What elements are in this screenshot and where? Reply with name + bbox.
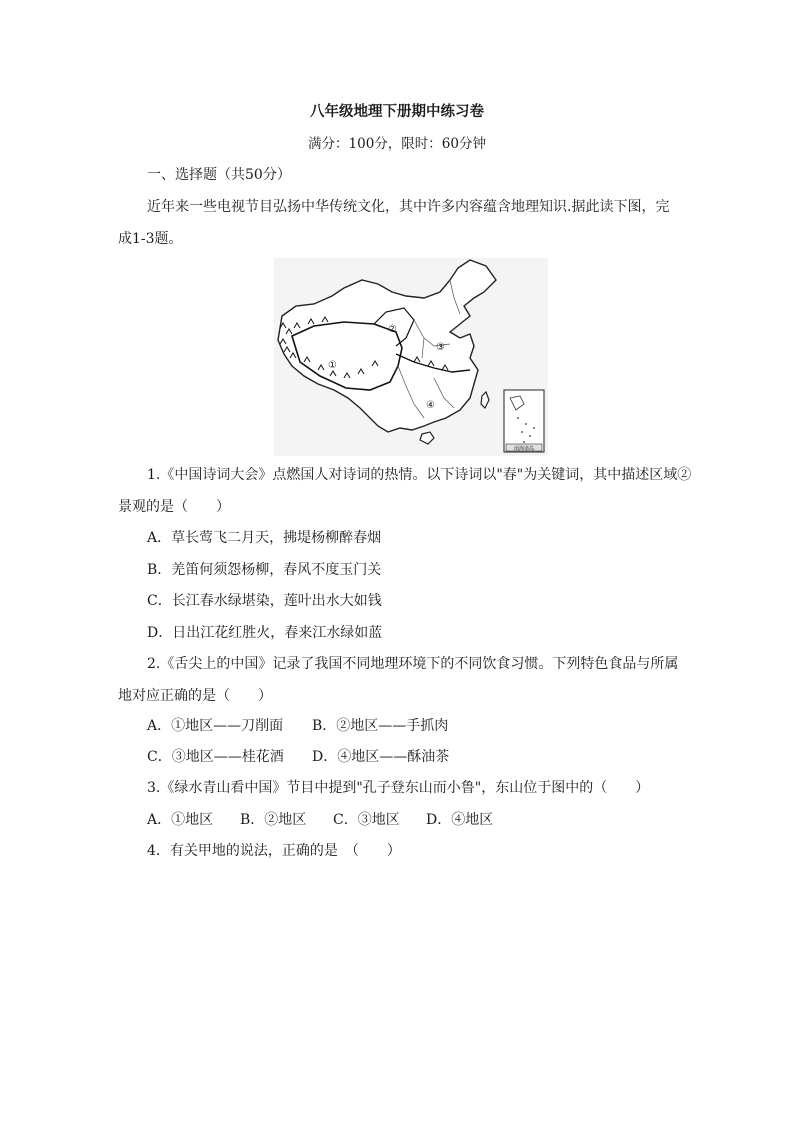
region-label-4: ④ (426, 400, 435, 411)
exam-title: 八年级地理下册期中练习卷 (310, 103, 484, 120)
intro-text-line1: 近年来一些电视节目弘扬中华传统文化，其中许多内容蕴含地理知识.据此读下图，完 (147, 199, 670, 215)
china-map-figure (274, 258, 548, 456)
inset-caption: 南海诸岛 (513, 446, 535, 452)
q3-options-row (147, 810, 493, 830)
q3-option-d: D．④地区 (426, 812, 494, 828)
q1-stem-line2: 景观的是（ ） (118, 499, 230, 515)
region-label-1: ① (328, 360, 337, 371)
q1-option-c: C．长江春水绿堪染，莲叶出水大如钱 (147, 593, 382, 609)
region-label-3: ③ (436, 342, 445, 353)
q2-option-d: D．④地区——酥油茶 (312, 749, 450, 765)
q1-stem-line1: 1.《中国诗词大会》点燃国人对诗词的热情。以下诗词以"春"为关键词，其中描述区域② (147, 467, 692, 483)
q2-option-b: B．②地区——手抓肉 (312, 718, 449, 734)
q3-option-c: C．③地区 (333, 812, 400, 828)
q1-option-a: A．草长莺飞二月天，拂堤杨柳醉春烟 (147, 530, 382, 546)
q2-options-row2 (147, 747, 449, 767)
q2-options-row1 (147, 716, 448, 736)
q2-stem-line1: 2.《舌尖上的中国》记录了我国不同地理环境下的不同饮食习惯。下列特色食品与所属 (147, 656, 679, 672)
q2-stem-line2: 地对应正确的是（ ） (118, 688, 272, 704)
section-heading: 一、选择题（共50分） (147, 167, 291, 183)
intro-text-line2: 成1-3题。 (118, 231, 183, 247)
q4-stem: 4．有关甲地的说法，正确的是 （ ） (147, 843, 401, 859)
q2-option-c: C．③地区——桂花酒 (147, 749, 284, 765)
exam-subtitle: 满分：100分，限时：60分钟 (308, 136, 486, 152)
q1-option-b: B．羌笛何须怨杨柳，春风不度玉门关 (147, 562, 382, 578)
region-label-2: ② (388, 324, 397, 335)
q2-option-a: A．①地区——刀削面 (147, 718, 284, 734)
q3-option-a: A．①地区 (147, 812, 214, 828)
q3-option-b: B．②地区 (240, 812, 307, 828)
q3-stem: 3.《绿水青山看中国》节目中提到"孔子登东山而小鲁"，东山位于图中的（ ） (147, 780, 650, 796)
q1-option-d: D．日出江花红胜火，春来江水绿如蓝 (147, 625, 383, 641)
